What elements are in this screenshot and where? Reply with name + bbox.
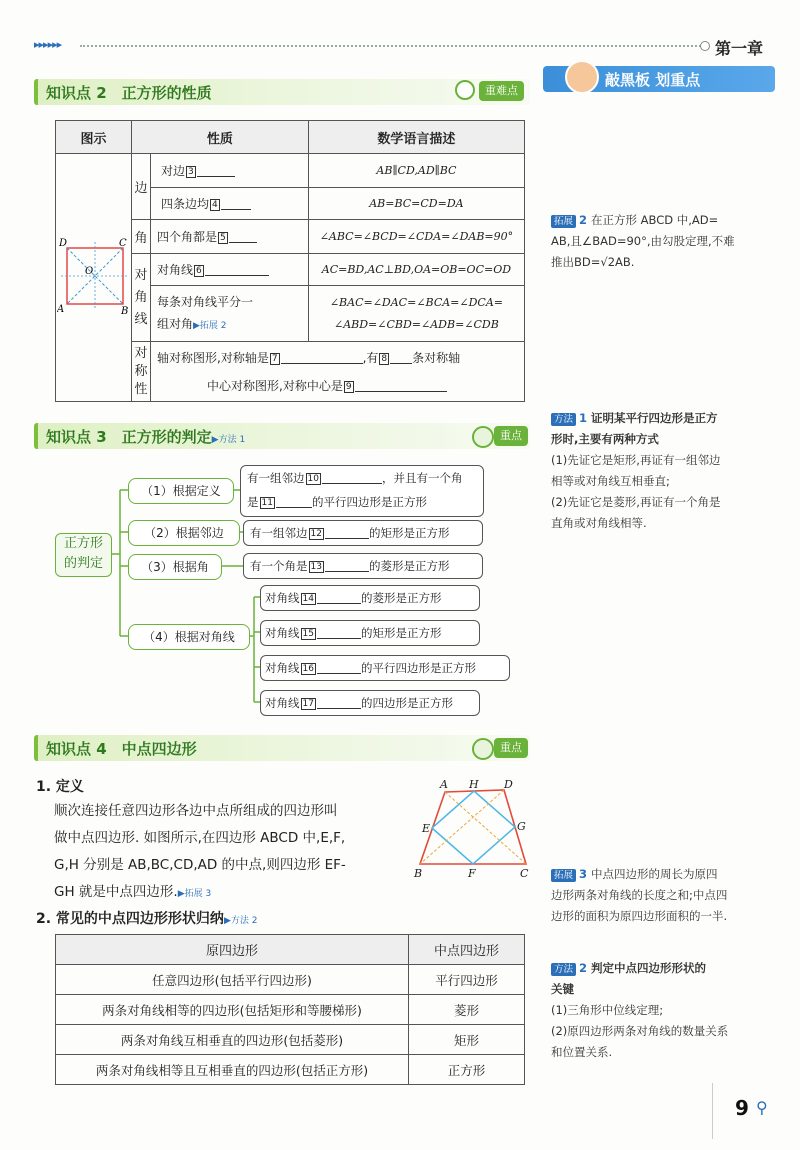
branch-adjacent-sides: （2）根据邻边 bbox=[128, 520, 240, 546]
mindmap-root: 正方形 的判定 bbox=[55, 533, 112, 577]
header-dot bbox=[700, 41, 710, 51]
detail-definition: 有一组邻边 10 ，并且有一个角 是 11 的平行四边形是正方形 bbox=[240, 465, 484, 517]
table-row bbox=[56, 1025, 525, 1055]
prop-r1: 对边 3 bbox=[151, 154, 309, 188]
fig-label-o: O bbox=[84, 266, 93, 277]
right-header-title: 敲黑板 划重点 bbox=[605, 71, 701, 89]
header-arrows: ▸▸▸▸▸▸ bbox=[34, 38, 62, 51]
def-body: 顺次连接任意四边形各边中点所组成的四边形叫 做中点四边形. 如图所示,在四边形 ABCD 中,E,F, G,H 分别是 AB,BC,CD,AD 的中点,则四边形 EF- GH 就是中点四边形.▶拓展 3 bbox=[54, 803, 346, 900]
fig4-label-b: B bbox=[414, 867, 423, 880]
table-cell: 菱形 bbox=[409, 995, 525, 1025]
fig-label-a: A bbox=[56, 304, 64, 315]
fig4-label-h: H bbox=[469, 778, 479, 791]
detail-diag-rectangle: 对角线 15 的矩形是正方形 bbox=[260, 620, 480, 646]
prop-r2: 四条边均 4 bbox=[151, 188, 309, 220]
kp2-title: 知识点 2 正方形的性质 bbox=[46, 84, 212, 102]
group-sym: 对称性 bbox=[132, 342, 151, 402]
fig4-label-e: E bbox=[422, 822, 431, 835]
table-row bbox=[56, 1055, 525, 1085]
group-angle: 角 bbox=[132, 220, 151, 254]
square-figure bbox=[57, 236, 131, 316]
fig4-label-d: D bbox=[504, 778, 513, 791]
kp4-header bbox=[34, 735, 530, 761]
prop-r5: 每条对角线平分一 组对角▶拓展 2 bbox=[151, 286, 309, 342]
fig4-label-a: A bbox=[440, 778, 448, 791]
kp2-badge: 重难点 bbox=[479, 81, 524, 101]
teacher-icon bbox=[565, 60, 599, 94]
target-icon bbox=[472, 426, 494, 448]
summary-method-link: ▶方法 2 bbox=[223, 916, 258, 926]
summary-title: 2. 常见的中点四边形形状归纳▶方法 2 bbox=[36, 911, 258, 927]
table-cell: 两条对角线相等且互相垂直的四边形(包括正方形) bbox=[56, 1055, 409, 1085]
midpoint-quadrilateral-figure bbox=[412, 776, 537, 886]
prop-r4: 对角线 6 bbox=[151, 254, 309, 286]
prop-sym: 轴对称图形,对称轴是 7 ,有 8 条对称轴 中心对称图形,对称中心是 9 bbox=[151, 342, 525, 402]
kp3-header bbox=[34, 423, 530, 449]
branch-definition: （1）根据定义 bbox=[128, 478, 234, 504]
math-r4: AC=BD,AC⊥BD,OA=OB=OC=OD bbox=[308, 254, 524, 286]
midpoint-summary-table bbox=[55, 934, 525, 1085]
magnifier-icon bbox=[455, 80, 475, 100]
prop-r3: 四个角都是 5 bbox=[151, 220, 309, 254]
group-edge: 边 bbox=[132, 154, 151, 220]
page-number: 9 bbox=[735, 1096, 749, 1120]
fig4-label-c: C bbox=[520, 867, 529, 880]
table-row bbox=[56, 965, 525, 995]
compass-icon: ⚲ bbox=[756, 1098, 768, 1117]
kp3-method-link: ▶方法 1 bbox=[211, 435, 246, 445]
math-r5: ∠BAC=∠DAC=∠BCA=∠DCA= ∠ABD=∠CBD=∠ADB=∠CDB bbox=[308, 286, 524, 342]
target-icon bbox=[472, 738, 494, 760]
branch-diagonals: （4）根据对角线 bbox=[128, 624, 250, 650]
fig4-label-g: G bbox=[517, 820, 526, 833]
def-title: 1. 定义 bbox=[36, 779, 84, 795]
fig-label-b: B bbox=[120, 306, 128, 316]
detail-adjacent-sides: 有一组邻边 12 的矩形是正方形 bbox=[243, 520, 483, 546]
header-rule bbox=[80, 45, 705, 47]
summary-header-original: 原四边形 bbox=[56, 935, 409, 965]
note-method-2: 方法 2 判定中点四边形形状的 关键 (1)三角形中位线定理; (2)原四边形两条对角线的数量关系 和位置关系. bbox=[551, 961, 729, 1059]
table-cell: 两条对角线互相垂直的四边形(包括菱形) bbox=[56, 1025, 409, 1055]
table-cell: 矩形 bbox=[409, 1025, 525, 1055]
note-method-1: 方法 1 证明某平行四边形是正方 形时,主要有两种方式 (1)先证它是矩形,再证有一组邻边 相等或对角线互相垂直; (2)先证它是菱形,再证有一个角是 直角或对角线相等. bbox=[551, 411, 721, 530]
col-header-figure: 图示 bbox=[56, 121, 132, 154]
table-cell: 平行四边形 bbox=[409, 965, 525, 995]
math-r3: ∠ABC=∠BCD=∠CDA=∠DAB=90° bbox=[308, 220, 524, 254]
math-r2: AB=BC=CD=DA bbox=[308, 188, 524, 220]
kp4-title: 知识点 4 中点四边形 bbox=[46, 740, 197, 758]
summary-header-midpoint: 中点四边形 bbox=[409, 935, 525, 965]
square-figure-cell bbox=[56, 154, 132, 402]
table-cell: 两条对角线相等的四边形(包括矩形和等腰梯形) bbox=[56, 995, 409, 1025]
branch-angle: （3）根据角 bbox=[128, 554, 222, 580]
detail-diag-parallelogram: 对角线 16 的平行四边形是正方形 bbox=[260, 655, 510, 681]
note-extension-3: 拓展 3 中点四边形的周长为原四 边形两条对角线的长度之和;中点四 边形的面积为原四边形面积的一半. bbox=[551, 867, 728, 923]
detail-diag-rhombus: 对角线 14 的菱形是正方形 bbox=[260, 585, 480, 611]
fig-label-c: C bbox=[118, 238, 127, 249]
chapter-title: 第一章 bbox=[715, 39, 764, 58]
table-row bbox=[56, 995, 525, 1025]
fig-label-d: D bbox=[58, 238, 67, 249]
def-ext-link: ▶拓展 3 bbox=[177, 889, 212, 899]
kp3-badge: 重点 bbox=[494, 426, 528, 446]
detail-diag-quadrilateral: 对角线 17 的四边形是正方形 bbox=[260, 690, 480, 716]
math-r1: AB∥CD,AD∥BC bbox=[308, 154, 524, 188]
square-properties-table bbox=[55, 120, 525, 402]
col-header-property: 性质 bbox=[132, 121, 309, 154]
right-column-header bbox=[543, 66, 775, 92]
note-extension-2: 拓展 2 在正方形 ABCD 中,AD= AB,且∠BAD=90°,由勾股定理,不难 推出BD=√2AB. bbox=[551, 213, 735, 269]
kp4-badge: 重点 bbox=[494, 738, 528, 758]
kp3-title: 知识点 3 正方形的判定▶方法 1 bbox=[46, 428, 246, 446]
col-header-math: 数学语言描述 bbox=[308, 121, 524, 154]
table-cell: 正方形 bbox=[409, 1055, 525, 1085]
fig4-label-f: F bbox=[468, 867, 476, 880]
group-diag: 对角线 bbox=[132, 254, 151, 342]
detail-angle: 有一个角是 13 的菱形是正方形 bbox=[243, 553, 483, 579]
table-cell: 任意四边形(包括平行四边形) bbox=[56, 965, 409, 995]
